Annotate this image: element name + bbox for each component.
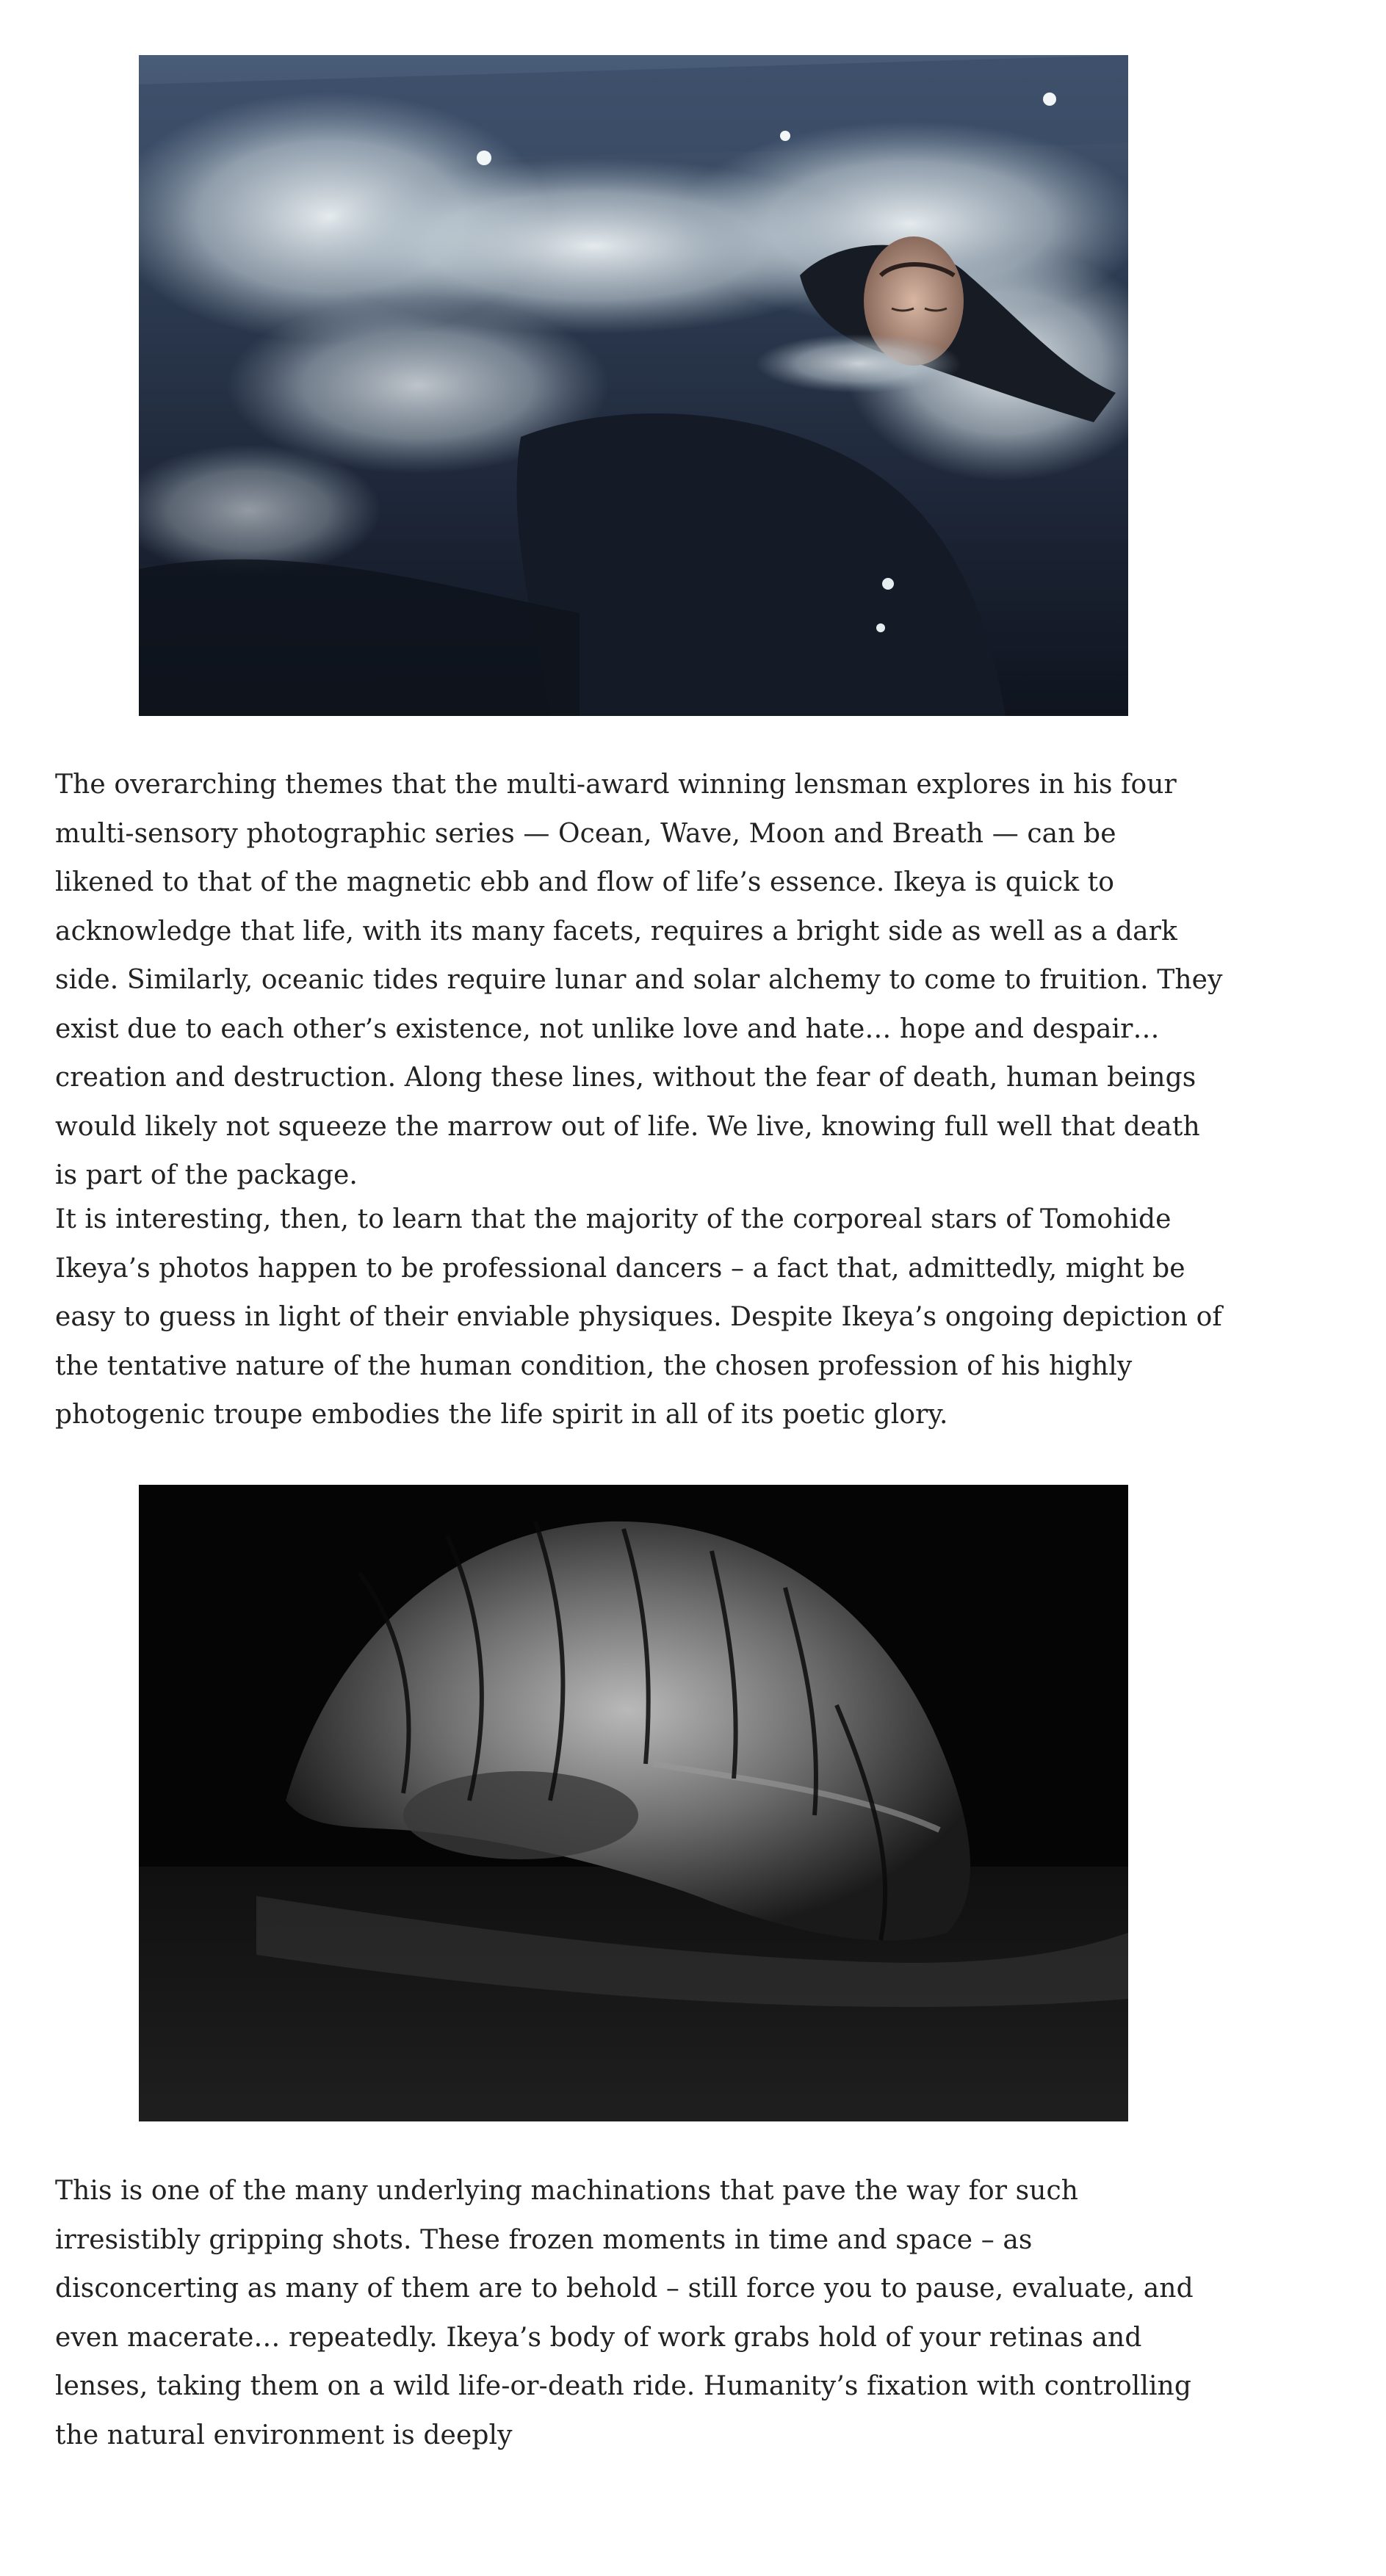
article-paragraph-3: This is one of the many underlying machinations that pave the way for such irresistibly gripping shots. These frozen moments in time and space – as disconcerting as many of them are to behold – still force you to pause, evaluate, and even macerate… repeatedly. Ikeya’s body of work grabs hold of your retinas and lenses, taking them on a wild life-or-death ride. Humanity’s fixation with controlling the natural environment is deeply: [55, 2176, 1194, 2450]
ocean-photo-image: [139, 55, 1128, 716]
article-paragraph-2: It is interesting, then, to learn that the majority of the corporeal stars of Tomohide Ikeya’s photos happen to be professional dancers – a fact that, admittedly, might be easy to guess in light of their enviable physiques. Despite Ikeya’s ongoing depiction of the tentative nature of the human condition, the chosen profession of his highly photogenic troupe embodies the life spirit in all of its poetic glory.: [55, 1204, 1222, 1430]
dancer-photo: [139, 1485, 1128, 2121]
article-paragraph-1: The overarching themes that the multi-award winning lensman explores in his four multi-sensory photographic series — Ocean, Wave, Moon and Breath — can be likened to that of the magnetic ebb and flow of life’s essence. Ikeya is quick to acknowledge that life, with its many facets, requires a bright side as well as a dark side. Similarly, oceanic tides require lunar and solar alchemy to come to fruition. They exist due to each other’s existence, not unlike love and hate… hope and despair… creation and destruction. Along these lines, without the fear of death, human beings would likely not squeeze the marrow out of life. We live, knowing full well that death is part of the package.: [55, 770, 1223, 1190]
dancer-photo-image: [139, 1485, 1128, 2121]
ocean-photo: [139, 55, 1128, 716]
